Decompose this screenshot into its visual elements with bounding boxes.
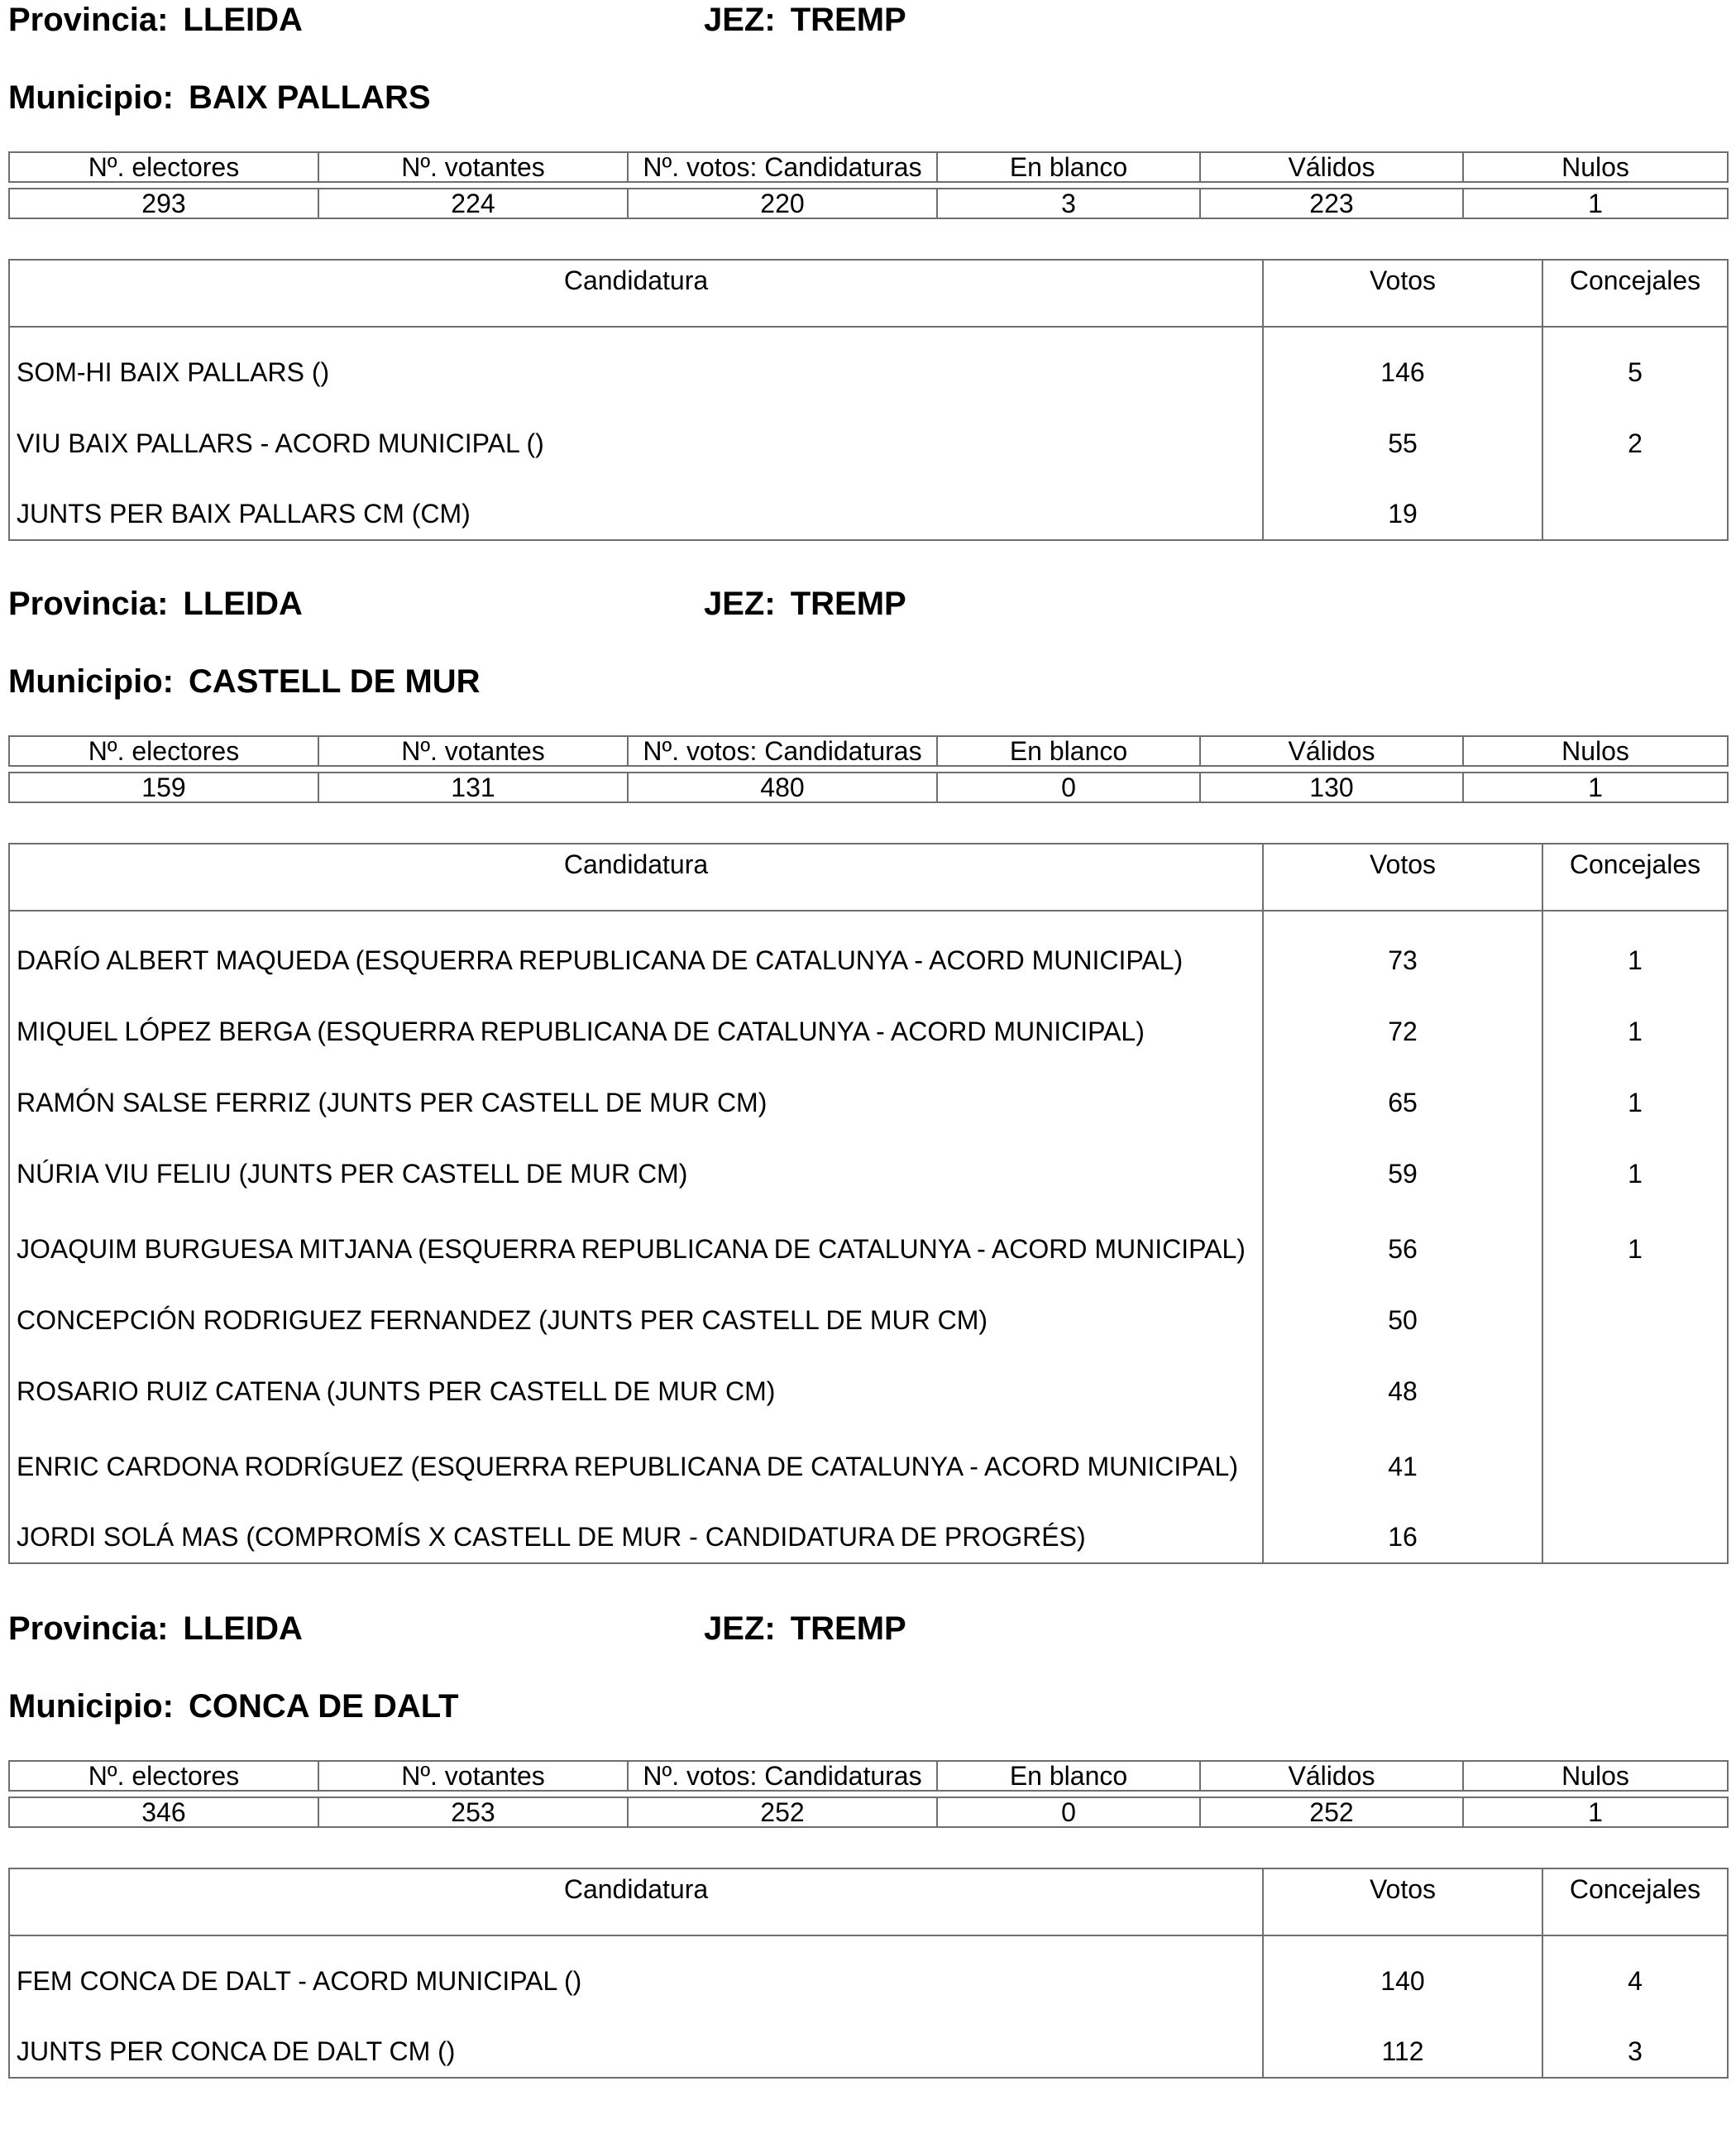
candidatura-votos: 56 xyxy=(1263,1199,1542,1275)
jez-value: TREMP xyxy=(790,1610,906,1647)
candidatura-votos: 146 xyxy=(1263,327,1542,398)
candidatura-name: JORDI SOLÁ MAS (COMPROMÍS X CASTELL DE MUR - CANDIDATURA DE PROGRÉS) xyxy=(9,1492,1263,1563)
municipio-heading xyxy=(8,663,481,701)
stats-values-table xyxy=(8,1797,1729,1828)
jez-value: TREMP xyxy=(790,2,906,38)
provincia-heading xyxy=(8,1610,303,1648)
provincia-heading xyxy=(8,2,303,39)
candidatura-concejales: 5 xyxy=(1542,327,1728,398)
municipio-label: Municipio: xyxy=(8,1688,174,1725)
stats-values-row xyxy=(9,773,1728,802)
candidatura-concejales: 1 xyxy=(1542,1128,1728,1199)
stats-header-cell: Nulos xyxy=(1463,152,1728,182)
stats-header-cell: Nº. electores xyxy=(9,152,318,182)
candidatura-votos: 112 xyxy=(1263,2007,1542,2078)
stats-header-cell: Válidos xyxy=(1200,152,1463,182)
concejales-header: Concejales xyxy=(1542,1868,1728,1935)
candidatura-votos: 72 xyxy=(1263,986,1542,1057)
stats-header-row xyxy=(9,152,1728,182)
candidatura-concejales xyxy=(1542,1417,1728,1492)
candidatura-name: NÚRIA VIU FELIU (JUNTS PER CASTELL DE MUR CM) xyxy=(9,1128,1263,1199)
candidatura-row xyxy=(9,398,1728,469)
stat-validos: 130 xyxy=(1200,773,1463,802)
jez-label: JEZ: xyxy=(704,2,776,38)
stat-votantes: 253 xyxy=(318,1797,628,1827)
candidatura-concejales xyxy=(1542,1346,1728,1417)
jez-heading xyxy=(704,1610,906,1648)
candidatura-row xyxy=(9,1492,1728,1563)
jez-heading xyxy=(704,586,906,623)
stats-header-cell: En blanco xyxy=(937,1761,1200,1791)
candidatura-concejales: 3 xyxy=(1542,2007,1728,2078)
candidatura-concejales xyxy=(1542,1492,1728,1563)
stat-validos: 223 xyxy=(1200,189,1463,218)
candidatura-name: DARÍO ALBERT MAQUEDA (ESQUERRA REPUBLICANA DE CATALUNYA - ACORD MUNICIPAL) xyxy=(9,911,1263,986)
candidatura-name: SOM-HI BAIX PALLARS () xyxy=(9,327,1263,398)
provincia-value: LLEIDA xyxy=(183,586,303,622)
municipio-heading xyxy=(8,79,431,117)
stat-nulos: 1 xyxy=(1463,1797,1728,1827)
candidatura-header: Candidatura xyxy=(9,260,1263,327)
votos-header: Votos xyxy=(1263,260,1542,327)
candidatura-name: JOAQUIM BURGUESA MITJANA (ESQUERRA REPUBLICANA DE CATALUNYA - ACORD MUNICIPAL) xyxy=(9,1199,1263,1275)
stats-values-row xyxy=(9,1797,1728,1827)
stat-nulos: 1 xyxy=(1463,189,1728,218)
stat-votos-candidaturas: 252 xyxy=(628,1797,937,1827)
stats-header-cell: Nº. votantes xyxy=(318,1761,628,1791)
provincia-heading xyxy=(8,586,303,623)
candidatura-votos: 65 xyxy=(1263,1057,1542,1128)
candidatura-concejales: 1 xyxy=(1542,1057,1728,1128)
jez-label: JEZ: xyxy=(704,1610,776,1647)
stats-header-cell: Nº. votos: Candidaturas xyxy=(628,152,937,182)
candidatura-concejales: 1 xyxy=(1542,911,1728,986)
stats-values-row xyxy=(9,189,1728,218)
stat-electores: 293 xyxy=(9,189,318,218)
concejales-header: Concejales xyxy=(1542,844,1728,911)
candidatura-row xyxy=(9,469,1728,540)
candidatura-name: FEM CONCA DE DALT - ACORD MUNICIPAL () xyxy=(9,1935,1263,2007)
stats-header-cell: Nº. electores xyxy=(9,736,318,766)
stats-header-cell: Nº. votantes xyxy=(318,152,628,182)
candidatura-name: MIQUEL LÓPEZ BERGA (ESQUERRA REPUBLICANA DE CATALUNYA - ACORD MUNICIPAL) xyxy=(9,986,1263,1057)
stats-header-cell: En blanco xyxy=(937,736,1200,766)
candidatura-table xyxy=(8,1868,1729,2079)
candidatura-votos: 19 xyxy=(1263,469,1542,540)
stats-header-cell: Válidos xyxy=(1200,1761,1463,1791)
candidatura-row xyxy=(9,1128,1728,1199)
municipio-heading xyxy=(8,1688,459,1725)
stats-header-row xyxy=(9,736,1728,766)
candidatura-votos: 41 xyxy=(1263,1417,1542,1492)
stat-votantes: 131 xyxy=(318,773,628,802)
provincia-label: Provincia: xyxy=(8,586,169,622)
candidatura-row xyxy=(9,1057,1728,1128)
stat-en-blanco: 0 xyxy=(937,1797,1200,1827)
candidatura-row xyxy=(9,1199,1728,1275)
jez-heading xyxy=(704,2,906,39)
candidatura-votos: 16 xyxy=(1263,1492,1542,1563)
candidatura-table xyxy=(8,843,1729,1564)
jez-value: TREMP xyxy=(790,586,906,622)
stat-nulos: 1 xyxy=(1463,773,1728,802)
candidatura-row xyxy=(9,1275,1728,1346)
candidatura-row xyxy=(9,2007,1728,2078)
municipio-value: CONCA DE DALT xyxy=(188,1688,459,1725)
candidatura-votos: 50 xyxy=(1263,1275,1542,1346)
concejales-header: Concejales xyxy=(1542,260,1728,327)
candidatura-header: Candidatura xyxy=(9,1868,1263,1935)
candidatura-name: CONCEPCIÓN RODRIGUEZ FERNANDEZ (JUNTS PER CASTELL DE MUR CM) xyxy=(9,1275,1263,1346)
votos-header: Votos xyxy=(1263,1868,1542,1935)
candidatura-votos: 140 xyxy=(1263,1935,1542,2007)
candidatura-concejales: 1 xyxy=(1542,1199,1728,1275)
candidatura-votos: 59 xyxy=(1263,1128,1542,1199)
municipio-label: Municipio: xyxy=(8,79,174,116)
stat-votos-candidaturas: 480 xyxy=(628,773,937,802)
stat-electores: 346 xyxy=(9,1797,318,1827)
candidatura-header-row xyxy=(9,844,1728,911)
candidatura-row xyxy=(9,327,1728,398)
votos-header: Votos xyxy=(1263,844,1542,911)
candidatura-concejales: 1 xyxy=(1542,986,1728,1057)
stats-values-table xyxy=(8,772,1729,803)
candidatura-row xyxy=(9,911,1728,986)
stats-header-table xyxy=(8,735,1729,767)
stat-validos: 252 xyxy=(1200,1797,1463,1827)
candidatura-name: JUNTS PER CONCA DE DALT CM () xyxy=(9,2007,1263,2078)
stats-values-table xyxy=(8,188,1729,219)
stats-header-cell: Nulos xyxy=(1463,1761,1728,1791)
candidatura-votos: 55 xyxy=(1263,398,1542,469)
stats-header-table xyxy=(8,151,1729,183)
stats-header-cell: Nº. votantes xyxy=(318,736,628,766)
candidatura-name: ROSARIO RUIZ CATENA (JUNTS PER CASTELL DE MUR CM) xyxy=(9,1346,1263,1417)
stat-en-blanco: 0 xyxy=(937,773,1200,802)
stats-header-cell: Nº. votos: Candidaturas xyxy=(628,736,937,766)
candidatura-header-row xyxy=(9,260,1728,327)
candidatura-name: RAMÓN SALSE FERRIZ (JUNTS PER CASTELL DE MUR CM) xyxy=(9,1057,1263,1128)
candidatura-row xyxy=(9,1346,1728,1417)
provincia-value: LLEIDA xyxy=(183,2,303,38)
provincia-value: LLEIDA xyxy=(183,1610,303,1647)
stats-header-cell: Nº. votos: Candidaturas xyxy=(628,1761,937,1791)
candidatura-concejales xyxy=(1542,469,1728,540)
stats-header-cell: En blanco xyxy=(937,152,1200,182)
municipio-value: CASTELL DE MUR xyxy=(188,663,481,700)
candidatura-name: ENRIC CARDONA RODRÍGUEZ (ESQUERRA REPUBLICANA DE CATALUNYA - ACORD MUNICIPAL) xyxy=(9,1417,1263,1492)
candidatura-name: VIU BAIX PALLARS - ACORD MUNICIPAL () xyxy=(9,398,1263,469)
stats-header-cell: Nulos xyxy=(1463,736,1728,766)
stat-votantes: 224 xyxy=(318,189,628,218)
stats-header-row xyxy=(9,1761,1728,1791)
candidatura-name: JUNTS PER BAIX PALLARS CM (CM) xyxy=(9,469,1263,540)
candidatura-concejales: 4 xyxy=(1542,1935,1728,2007)
municipio-label: Municipio: xyxy=(8,663,174,700)
stat-electores: 159 xyxy=(9,773,318,802)
candidatura-table xyxy=(8,259,1729,541)
candidatura-header: Candidatura xyxy=(9,844,1263,911)
provincia-label: Provincia: xyxy=(8,1610,169,1647)
candidatura-row xyxy=(9,1417,1728,1492)
candidatura-row xyxy=(9,986,1728,1057)
provincia-label: Provincia: xyxy=(8,2,169,38)
stats-header-table xyxy=(8,1760,1729,1792)
candidatura-header-row xyxy=(9,1868,1728,1935)
candidatura-concejales xyxy=(1542,1275,1728,1346)
stat-votos-candidaturas: 220 xyxy=(628,189,937,218)
stats-header-cell: Nº. electores xyxy=(9,1761,318,1791)
candidatura-concejales: 2 xyxy=(1542,398,1728,469)
candidatura-row xyxy=(9,1935,1728,2007)
jez-label: JEZ: xyxy=(704,586,776,622)
municipio-value: BAIX PALLARS xyxy=(188,79,431,116)
candidatura-votos: 73 xyxy=(1263,911,1542,986)
stat-en-blanco: 3 xyxy=(937,189,1200,218)
stats-header-cell: Válidos xyxy=(1200,736,1463,766)
candidatura-votos: 48 xyxy=(1263,1346,1542,1417)
